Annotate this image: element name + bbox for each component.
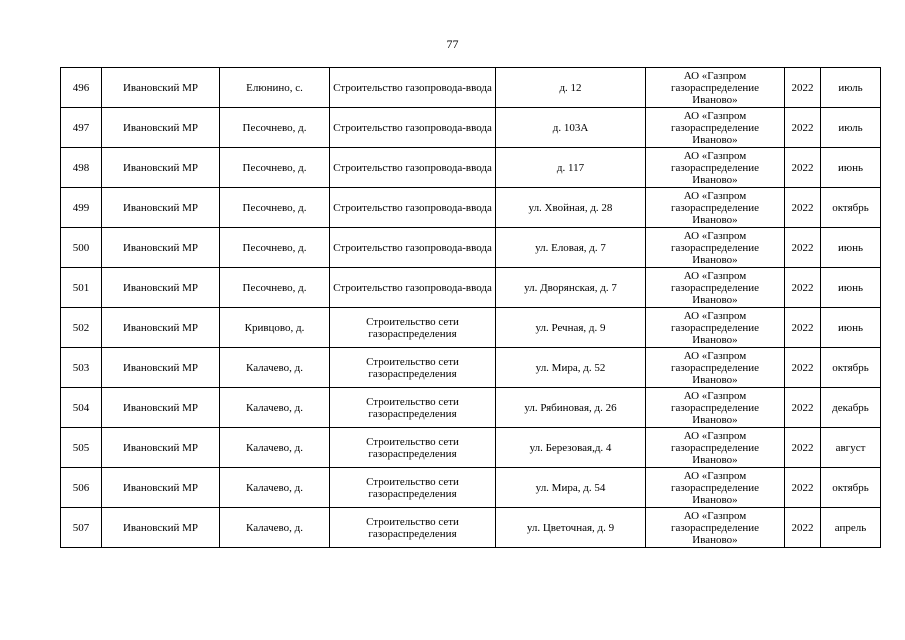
month-cell: апрель [821,508,881,548]
district-cell: Ивановский МР [102,188,220,228]
month-cell: октябрь [821,468,881,508]
month-cell: октябрь [821,188,881,228]
row-number-cell: 499 [61,188,102,228]
row-number-cell: 505 [61,428,102,468]
organization-cell: АО «Газпром газораспределение Иваново» [646,228,785,268]
organization-cell: АО «Газпром газораспределение Иваново» [646,108,785,148]
district-cell: Ивановский МР [102,108,220,148]
address-cell: ул. Еловая, д. 7 [496,228,646,268]
row-number-cell: 503 [61,348,102,388]
table-row [61,388,881,428]
locality-cell: Кривцово, д. [220,308,330,348]
organization-cell: АО «Газпром газораспределение Иваново» [646,388,785,428]
table-row [61,148,881,188]
table-row [61,68,881,108]
locality-cell: Песочнево, д. [220,268,330,308]
locality-cell: Песочнево, д. [220,228,330,268]
district-cell: Ивановский МР [102,148,220,188]
month-cell: июнь [821,268,881,308]
organization-cell: АО «Газпром газораспределение Иваново» [646,148,785,188]
year-cell: 2022 [785,348,821,388]
month-cell: июнь [821,228,881,268]
address-cell: ул. Хвойная, д. 28 [496,188,646,228]
work-type-cell: Строительство сети газораспределения [330,308,496,348]
row-number-cell: 497 [61,108,102,148]
address-cell: ул. Дворянская, д. 7 [496,268,646,308]
year-cell: 2022 [785,308,821,348]
locality-cell: Калачево, д. [220,348,330,388]
row-number-cell: 498 [61,148,102,188]
district-cell: Ивановский МР [102,508,220,548]
organization-cell: АО «Газпром газораспределение Иваново» [646,308,785,348]
locality-cell: Калачево, д. [220,508,330,548]
locality-cell: Елюнино, с. [220,68,330,108]
work-type-cell: Строительство газопровода-ввода [330,148,496,188]
month-cell: июль [821,108,881,148]
district-cell: Ивановский МР [102,68,220,108]
locality-cell: Песочнево, д. [220,188,330,228]
locality-cell: Калачево, д. [220,428,330,468]
year-cell: 2022 [785,428,821,468]
locality-cell: Песочнево, д. [220,108,330,148]
district-cell: Ивановский МР [102,308,220,348]
table-row [61,508,881,548]
table-body [61,68,881,548]
month-cell: июль [821,68,881,108]
organization-cell: АО «Газпром газораспределение Иваново» [646,268,785,308]
table-row [61,468,881,508]
row-number-cell: 500 [61,228,102,268]
organization-cell: АО «Газпром газораспределение Иваново» [646,508,785,548]
year-cell: 2022 [785,508,821,548]
work-type-cell: Строительство газопровода-ввода [330,228,496,268]
work-type-cell: Строительство газопровода-ввода [330,68,496,108]
district-cell: Ивановский МР [102,228,220,268]
organization-cell: АО «Газпром газораспределение Иваново» [646,188,785,228]
month-cell: октябрь [821,348,881,388]
work-type-cell: Строительство газопровода-ввода [330,108,496,148]
locality-cell: Песочнево, д. [220,148,330,188]
organization-cell: АО «Газпром газораспределение Иваново» [646,68,785,108]
month-cell: декабрь [821,388,881,428]
work-type-cell: Строительство сети газораспределения [330,428,496,468]
address-cell: д. 117 [496,148,646,188]
row-number-cell: 507 [61,508,102,548]
address-cell: ул. Мира, д. 52 [496,348,646,388]
district-cell: Ивановский МР [102,428,220,468]
district-cell: Ивановский МР [102,388,220,428]
work-type-cell: Строительство сети газораспределения [330,348,496,388]
address-cell: ул. Речная, д. 9 [496,308,646,348]
organization-cell: АО «Газпром газораспределение Иваново» [646,468,785,508]
table-row [61,308,881,348]
table-row [61,188,881,228]
address-cell: ул. Цветочная, д. 9 [496,508,646,548]
year-cell: 2022 [785,188,821,228]
month-cell: июнь [821,308,881,348]
row-number-cell: 506 [61,468,102,508]
month-cell: июнь [821,148,881,188]
locality-cell: Калачево, д. [220,468,330,508]
page-number: 77 [446,37,459,51]
work-type-cell: Строительство сети газораспределения [330,388,496,428]
year-cell: 2022 [785,268,821,308]
address-cell: ул. Рябиновая, д. 26 [496,388,646,428]
table-row [61,108,881,148]
table-row [61,268,881,308]
year-cell: 2022 [785,68,821,108]
year-cell: 2022 [785,468,821,508]
row-number-cell: 501 [61,268,102,308]
year-cell: 2022 [785,108,821,148]
organization-cell: АО «Газпром газораспределение Иваново» [646,428,785,468]
address-cell: д. 12 [496,68,646,108]
year-cell: 2022 [785,388,821,428]
address-cell: ул. Березовая,д. 4 [496,428,646,468]
table-row [61,428,881,468]
district-cell: Ивановский МР [102,348,220,388]
gas-works-table [60,67,881,548]
organization-cell: АО «Газпром газораспределение Иваново» [646,348,785,388]
district-cell: Ивановский МР [102,468,220,508]
year-cell: 2022 [785,228,821,268]
work-type-cell: Строительство сети газораспределения [330,508,496,548]
work-type-cell: Строительство газопровода-ввода [330,268,496,308]
work-type-cell: Строительство сети газораспределения [330,468,496,508]
table-row [61,348,881,388]
row-number-cell: 496 [61,68,102,108]
row-number-cell: 504 [61,388,102,428]
address-cell: ул. Мира, д. 54 [496,468,646,508]
year-cell: 2022 [785,148,821,188]
row-number-cell: 502 [61,308,102,348]
district-cell: Ивановский МР [102,268,220,308]
locality-cell: Калачево, д. [220,388,330,428]
table-row [61,228,881,268]
month-cell: август [821,428,881,468]
work-type-cell: Строительство газопровода-ввода [330,188,496,228]
address-cell: д. 103А [496,108,646,148]
